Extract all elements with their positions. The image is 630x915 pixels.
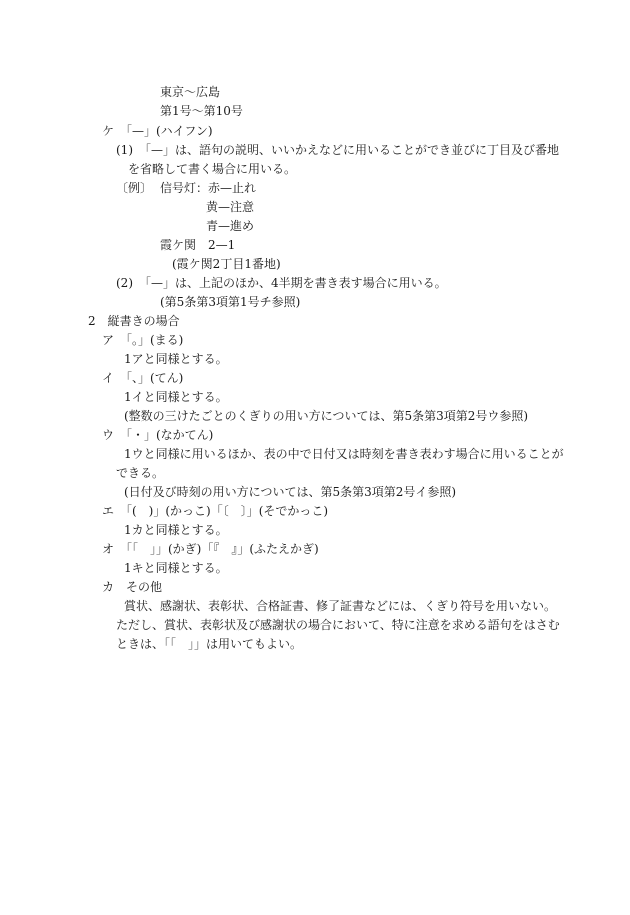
text-line: (日付及び時刻の用い方については、第5条第3項第2号イ参照) xyxy=(124,485,457,499)
text-line: 第1号〜第10号 xyxy=(160,104,243,118)
item-heading: イ 「、」(てん) xyxy=(102,371,184,385)
text-line: 霞ケ関 2—1 xyxy=(160,238,236,252)
section-heading: 2 縦書きの場合 xyxy=(88,314,180,328)
text-line: 信号灯：赤—止れ xyxy=(160,181,257,195)
text-line: (霞ケ関2丁目1番地) xyxy=(172,257,281,271)
text-line: ただし、賞状、表彰状及び感謝状の場合において、特に注意を求める語句をはさむ xyxy=(116,618,560,632)
text-line: (整数の三けたごとのくぎりの用い方については、第5条第3項第2号ウ参照) xyxy=(124,409,529,423)
text-line: 1イと同様とする。 xyxy=(124,390,228,404)
item-heading: ア 「。」(まる) xyxy=(102,333,184,347)
text-line: 黄—注意 xyxy=(206,200,255,214)
text-line: 1アと同様とする。 xyxy=(124,352,228,366)
text-line: 東京〜広島 xyxy=(160,85,221,99)
text-line: (1) 「—」は、語句の説明、いいかえなどに用いることができ並びに丁目及び番地 xyxy=(116,143,560,157)
text-line: (第5条第3項第1号チ参照) xyxy=(160,295,301,309)
text-line: 1キと同様とする。 xyxy=(124,561,228,575)
text-line: (2) 「—」は、上記のほか、4半期を書き表す場合に用いる。 xyxy=(116,276,447,290)
item-heading: ウ 「・」(なかてん) xyxy=(102,428,214,442)
text-line: 青—進め xyxy=(206,219,255,233)
text-line: できる。 xyxy=(116,466,165,480)
text-line: 1カと同様とする。 xyxy=(124,523,228,537)
text-line: 1ウと同様に用いるほか、表の中で日付又は時刻を書き表わす場合に用いることが xyxy=(124,447,564,461)
text-line: ときは、「「 」」は用いてもよい。 xyxy=(116,637,303,651)
example-label: 〔例〕 xyxy=(116,181,153,195)
item-heading: エ 「( )」(かっこ)「〔 〕」(そでかっこ) xyxy=(102,504,329,518)
item-heading: オ 「「 」」(かぎ)「『 』」(ふたえかぎ) xyxy=(102,542,319,556)
text-line: 賞状、感謝状、表彰状、合格証書、修了証書などには、くぎり符号を用いない。 xyxy=(124,599,557,613)
text-line: を省略して書く場合に用いる。 xyxy=(128,162,297,176)
section-heading: ケ 「—」(ハイフン) xyxy=(102,124,213,138)
item-heading: カ その他 xyxy=(102,580,163,594)
